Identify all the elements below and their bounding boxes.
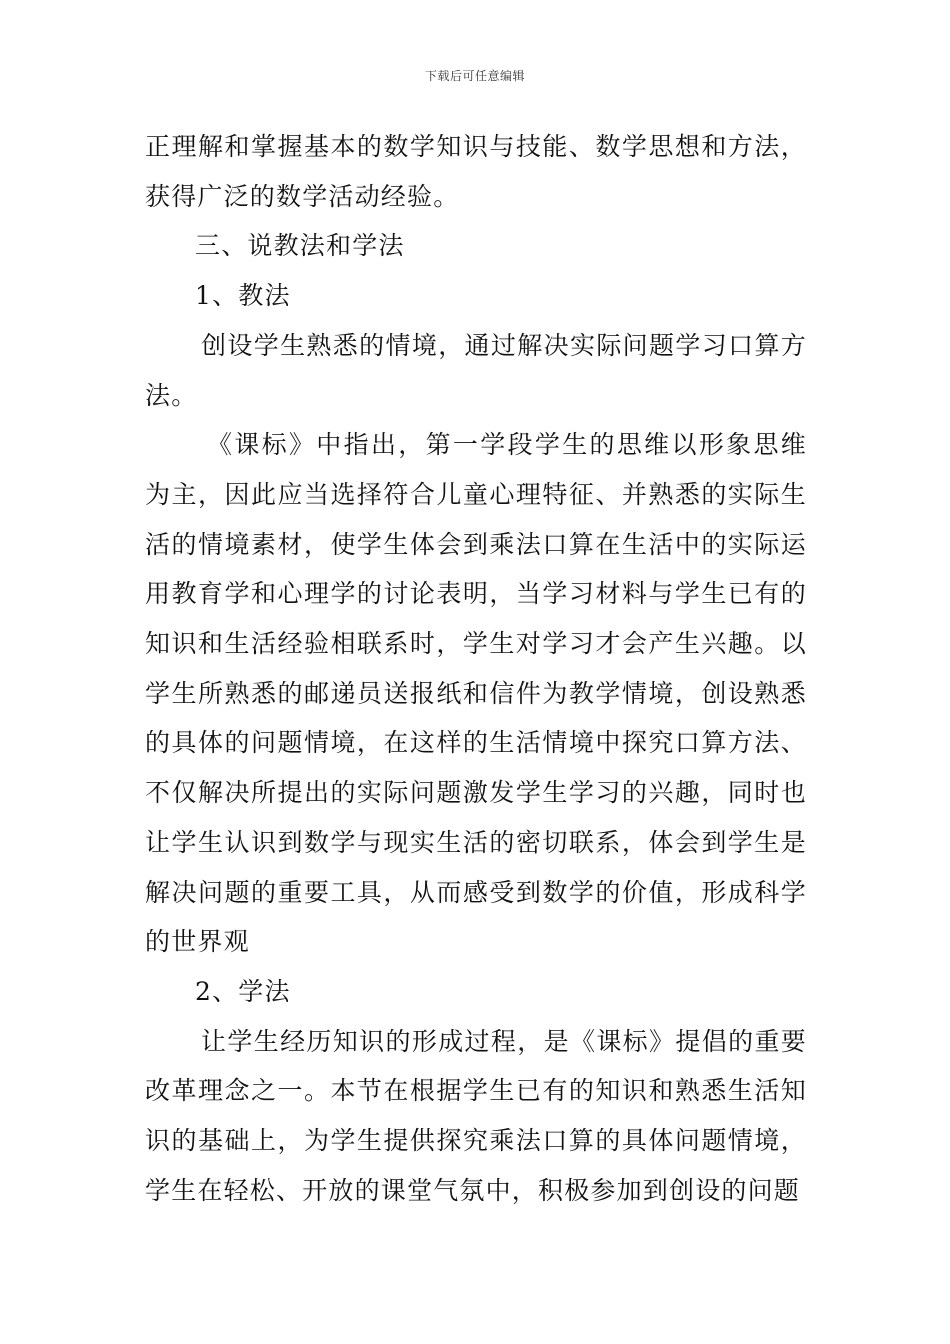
paragraph-teaching-method: 创设学生熟悉的情境，通过解决实际问题学习口算方法。 [145,330,807,410]
paragraph-learning-method: 让学生经历知识的形成过程，是《课标》提倡的重要改革理念之一。本节在根据学生已有的知识和熟悉生活知识的基础上，为学生提供探究乘法口算的具体问题情境，学生在轻松、开放的课堂气氛中，积极参加到创设的问题 [145,1026,807,1205]
paragraph-curriculum-standard: 《课标》中指出，第一学段学生的思维以形象思维为主，因此应当选择符合儿童心理特征、并熟悉的实际生活的情境素材，使学生体会到乘法口算在生活中的实际运用教育学和心理学的讨论表明，当学习材料与学生已有的知识和生活经验相联系时，学生对学习才会产生兴趣。以学生所熟悉的邮递员送报纸和信件为教学情境，创设熟悉的具体的问题情境，在这样的生活情境中探究口算方法、不仅解决所提出的实际问题激发学生学习的兴趣，同时也让学生认识到数学与现实生活的密切联系，体会到学生是解决问题的重要工具，从而感受到数学的价值，形成科学的世界观 [145,430,807,957]
section-heading-methods: 三、说教法和学法 [195,231,405,261]
document-body [145,122,807,1215]
page-header: 下载后可任意编辑 [424,69,525,83]
subheading-teaching-method: 1、教法 [195,281,291,311]
paragraph-continuation: 正理解和掌握基本的数学知识与技能、数学思想和方法，获得广泛的数学活动经验。 [145,132,807,211]
subheading-learning-method: 2、学法 [195,976,291,1006]
